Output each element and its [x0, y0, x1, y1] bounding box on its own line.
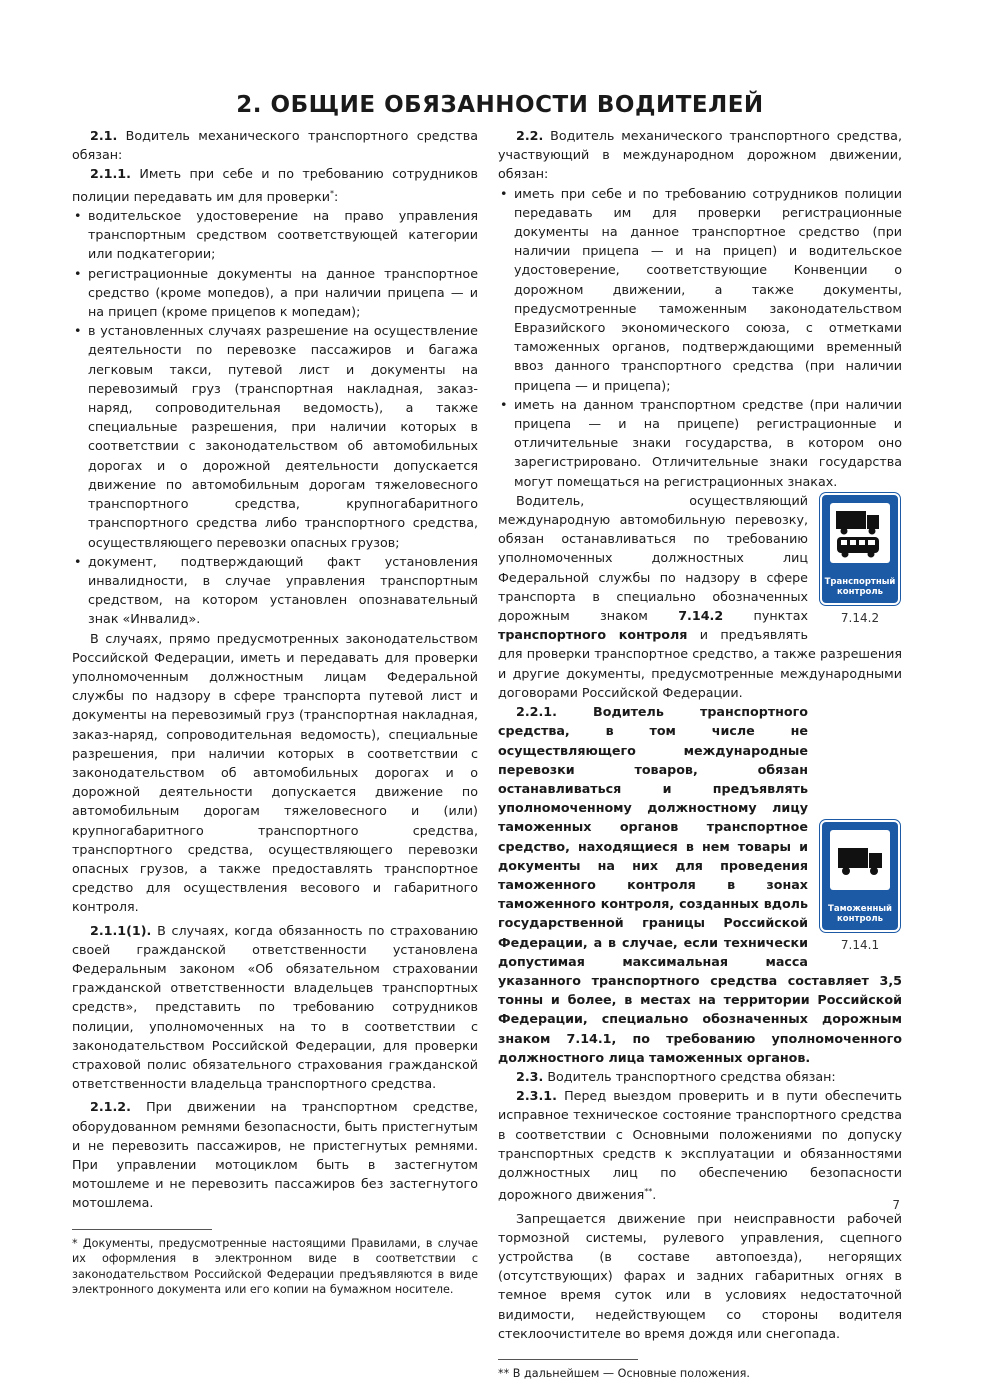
footnote: ** В дальнейшем — Основные положения. [498, 1367, 750, 1381]
clause-number: 2.1.1. [90, 166, 131, 182]
footnote-divider [498, 1359, 638, 1360]
sign-label: Транспортный контроль [824, 576, 896, 597]
clause-text: Водитель транспортного средства обязан: [543, 1068, 836, 1084]
footnote-mark: * [330, 188, 334, 198]
bold-term: транспортного контроля [498, 627, 688, 643]
clause-number: 2.3. [516, 1068, 544, 1084]
paragraph-cases: В случаях, прямо предусмотренных законодательством Российской Федерации, иметь и передавать для проверки уполномоченным должностным лицам Федеральной службы по надзору в сфере транспорта путевой лист и документы на перевозимый груз (транспортная накладная, заказ-наряд, сопроводительная ведомость), специальные разрешения, при наличии которых в соответствии с законодательством об автомобильных дорогах и о дорожной деятельности допускается движение по автомобильным дорогам тяжеловесного и (или) крупногабаритного транспортного средства, транспортного средства, осуществляющего перевозки опасных грузов, а также предоставлять транспортное средство для осуществления весового и габаритного контроля. [72, 630, 478, 915]
paragraph-2-2 [498, 126, 902, 184]
list-item: • водительское удостоверение на право управления транспортным средством соответствующей категории или подкатегории; [72, 206, 478, 264]
intl-list [498, 184, 902, 491]
paragraph-2-2-1: 2.2.1. Водитель транспортного средства, в том числе не осуществляющего международные перевозки товаров, обязан останавливаться и предъявлять уполномоченному должностному лицу таможенных органов транспортное средство, находящиеся в нем товары и документы на них для проведения таможенного контроля в зонах таможенного контроля, созданных вдоль государственной границы Российской Федерации, а в случае, если технически допустимая максимальная масса указанного транспортного средства составляет 3,5 тонны и более, в местах на территории Российской Федерации, специально обозначенных дорожным знаком 7.14.1, по требованию уполномоченного должностного лица таможенных органов. [498, 704, 902, 1065]
customs-block [498, 702, 902, 1067]
text-run: Водитель, осуществляющий международную автомобильную перевозку, обязан останавливаться по требованию уполномоченных должностных лиц Федеральной службы по надзору в сфере транспорта в специально обозначенных дорожным знаком [498, 492, 808, 624]
clause-number: 2.1.1(1). [90, 922, 152, 938]
sign-reference: 7.14.2 [678, 608, 724, 624]
sign-panel [830, 830, 890, 890]
sign-number: 7.14.1 [840, 938, 880, 953]
clause-text: В случаях, когда обязанность по страхованию своей гражданской ответственности установлена Федеральным законом «Об обязательном страховании гражданской ответственности владельцев транспортных средств», представить по требованию сотрудников полиции, уполномоченных на то в соответствии с законодательством Российской Федерации, для проверки страховой полис обязательного страхования гражданской ответственности владельца транспортного средства. [72, 922, 478, 1092]
list-item: • иметь при себе и по требованию сотрудников полиции передавать им для проверки регистрационные документы на данное транспортное средство (при наличии прицепа — и на прицеп) и водительское удостоверение, соответствующие Конвенции о дорожном движении, а также документы, предусмотренные таможенным законодательством Евразийского экономического союза, с отметками таможенных органов, подтверждающими временный ввоз данного транспортного средства (при наличии прицепа — и прицепа); [498, 184, 902, 395]
clause-text: Иметь при себе и по требованию сотрудников полиции передавать им для проверки [72, 166, 478, 204]
paragraph-2-1 [72, 126, 478, 164]
paragraph-2-1-1-1 [72, 921, 478, 1094]
page-number: 7 [892, 1198, 900, 1212]
footnote: * Документы, предусмотренные настоящими Правилами, в случае их оформления в электронном виде в соответствии с законодательством Российской Федерации предъявляются в виде электронного документа или его копии на бумажном носителе. [72, 1236, 478, 1297]
document-list [72, 206, 478, 628]
right-column [498, 126, 902, 1382]
text-run: и предъявлять для проверки транспортное средство, а также разрешения и другие документы, предусмотренные международными договорами Российской Федерации. [498, 627, 902, 700]
clause-end: : [334, 188, 339, 204]
paragraph-2-3-1 [498, 1086, 902, 1204]
text-run: пунктах [723, 608, 808, 624]
clause-text: Водитель механического транспортного средства обязан: [72, 128, 478, 163]
transport-control-sign [820, 493, 900, 605]
clause-number: 2.1.2. [90, 1099, 131, 1115]
sign-number: 7.14.2 [840, 610, 880, 625]
sign-label: Таможенный контроль [828, 904, 892, 925]
sign-7-14-2 [818, 493, 902, 628]
page-title: 2. ОБЩИЕ ОБЯЗАННОСТИ ВОДИТЕЛЕЙ [236, 92, 764, 118]
paragraph-2-1-2 [72, 1097, 478, 1212]
footnote-divider [72, 1229, 212, 1230]
list-item: • иметь на данном транспортном средстве (при наличии прицепа — и на прицепе) регистрационные и отличительные знаки государства, в котором оно зарегистрировано. Отличительные знаки государства могут помещаться на регистрационных знаках. [498, 395, 902, 491]
paragraph-forbid: Запрещается движение при неисправности рабочей тормозной системы, рулевого управления, сцепного устройства (в составе автопоезда), негорящих (отсутствующих) фарах и задних габаритных огнях в темное время суток или в условиях недостаточной видимости, недействующем со стороны водителя стеклоочистителе во время дождя или снегопада. [498, 1210, 902, 1341]
truck-bus-icon [830, 503, 890, 563]
customs-control-sign [820, 820, 900, 932]
clause-text: При движении на транспортном средстве, оборудованном ремнями безопасности, быть пристегнутым и не перевозить пассажиров, не пристегнутых ремнями. При управлении мотоциклом быть в застегнутом мотошлеме и не перевозить пассажиров без застегнутого мотошлема. [72, 1099, 478, 1211]
sign-7-14-1 [818, 820, 902, 955]
truck-icon [830, 830, 890, 890]
footnote-mark: ** [644, 1187, 653, 1197]
clause-number: 2.1. [90, 128, 118, 143]
sign-panel [830, 503, 890, 563]
paragraph-2-3 [498, 1067, 902, 1086]
clause-number: 2.3.1. [516, 1088, 557, 1104]
paragraph-2-1-1 [72, 164, 478, 206]
list-item: • в установленных случаях разрешение на осуществление деятельности по перевозке пассажиров и багажа легковым такси, путевой лист и документы на перевозимый груз (транспортная накладная, заказ-наряд, сопроводительная ведомость), а также специальные разрешения, при наличии которых в соответствии с законодательством об автомобильных дорогах и о дорожной деятельности допускается движение по автомобильным дорогам тяжеловесного транспортного средства, крупногабаритного транспортного средства либо транспортного средства, осуществляющего перевозки опасных грузов; [72, 321, 478, 551]
list-item: • документ, подтверждающий факт установления инвалидности, в случае управления транспортным средством, на котором установлен опознавательный знак «Инвалид». [72, 552, 478, 629]
list-item: • регистрационные документы на данное транспортное средство (кроме мопедов), а при наличии прицепа — и на прицеп (кроме прицепов к мопедам); [72, 264, 478, 322]
intl-transport-block [498, 491, 902, 702]
clause-text: Перед выездом проверить и в пути обеспечить исправное техническое состояние транспортного средства в соответствии с Основными положениями по допуску транспортных средств к эксплуатации и обязанностями должностных лиц по обеспечению безопасности дорожного движения [498, 1088, 902, 1203]
clause-number: 2.2. [516, 128, 544, 143]
left-column [72, 126, 478, 1298]
clause-end: . [652, 1187, 657, 1203]
clause-text: Водитель механического транспортного средства, участвующий в международном дорожном движении, обязан: [498, 128, 902, 182]
